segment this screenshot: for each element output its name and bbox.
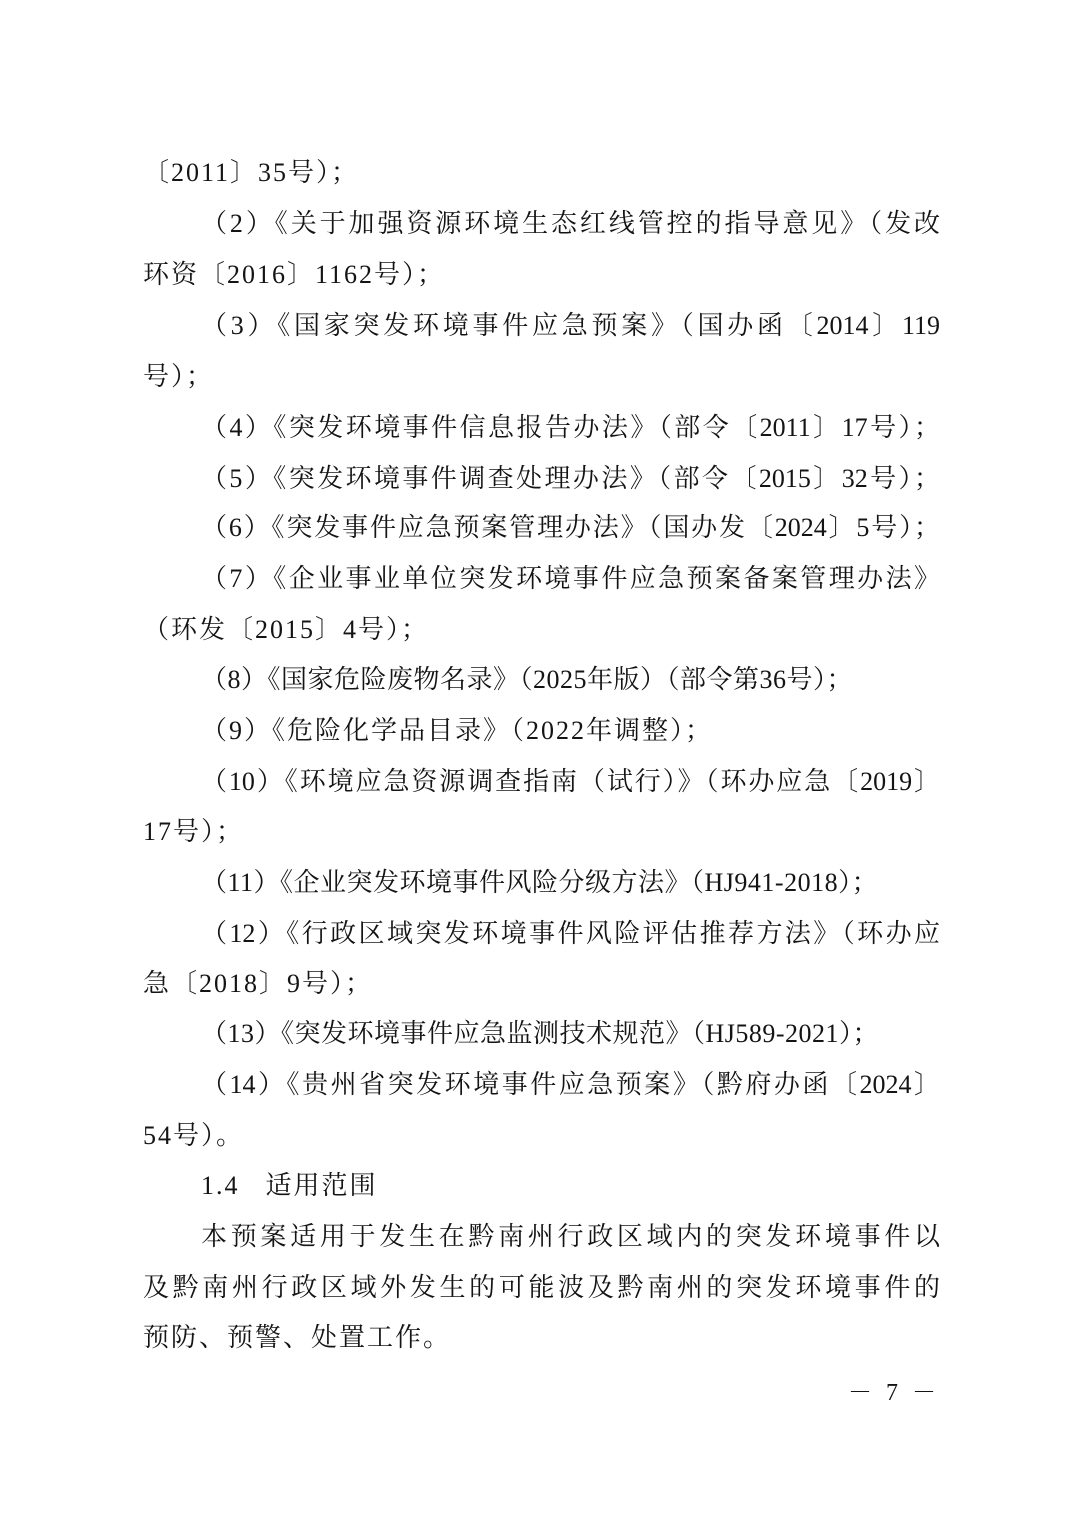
section-number: 1.4 <box>201 1171 240 1200</box>
reference-item-13: （13）《突发环境事件应急监测技术规范》（HJ589-2021）； <box>201 1019 880 1048</box>
text-line: 环资〔2016〕1162号）； <box>143 260 446 289</box>
reference-item-3: （3）《国家突发环境事件应急预案》（国办函〔2014〕119 <box>201 311 940 340</box>
reference-item-7: （7）《企业事业单位突发环境事件应急预案备案管理办法》 <box>201 564 940 593</box>
body-paragraph-line: 预防、预警、处置工作。 <box>143 1323 452 1352</box>
body-paragraph-line: 及黔南州行政区域外发生的可能波及黔南州的突发环境事件的 <box>143 1273 940 1302</box>
body-paragraph-line: 本预案适用于发生在黔南州行政区域内的突发环境事件以 <box>201 1222 940 1251</box>
text-line: 急〔2018〕9号）； <box>143 969 374 998</box>
reference-item-6: （6）《突发事件应急预案管理办法》（国办发〔2024〕5号）； <box>201 513 940 542</box>
section-heading <box>201 1161 940 1211</box>
reference-item-4: （4）《突发环境事件信息报告办法》（部令〔2011〕17号）； <box>201 413 940 442</box>
text-line: 17号）； <box>143 817 245 846</box>
text-line: 〔2011〕35号）； <box>143 158 360 187</box>
reference-item-10: （10）《环境应急资源调查指南（试行）》（环办应急〔2019〕 <box>201 767 940 796</box>
reference-item-5: （5）《突发环境事件调查处理办法》（部令〔2015〕32号）； <box>201 464 940 493</box>
reference-item-12: （12）《行政区域突发环境事件风险评估推荐方法》（环办应 <box>201 919 940 948</box>
page-number: － 7 － <box>848 1380 940 1406</box>
reference-item-11: （11）《企业突发环境事件风险分级方法》（HJ941-2018）； <box>201 868 879 897</box>
text-line: （环发〔2015〕4号）； <box>143 615 430 644</box>
reference-item-8: （8）《国家危险废物名录》（2025年版）（部令第36号）； <box>201 665 854 694</box>
text-line: 号）； <box>143 362 215 391</box>
reference-item-2: （2）《关于加强资源环境生态红线管控的指导意见》（发改 <box>201 209 940 238</box>
reference-item-9: （9）《危险化学品目录》（2022年调整）； <box>201 716 714 745</box>
text-line: 54号）。 <box>143 1121 245 1150</box>
reference-item-14: （14）《贵州省突发环境事件应急预案》（黔府办函〔2024〕 <box>201 1070 940 1099</box>
section-title: 适用范围 <box>265 1171 378 1200</box>
